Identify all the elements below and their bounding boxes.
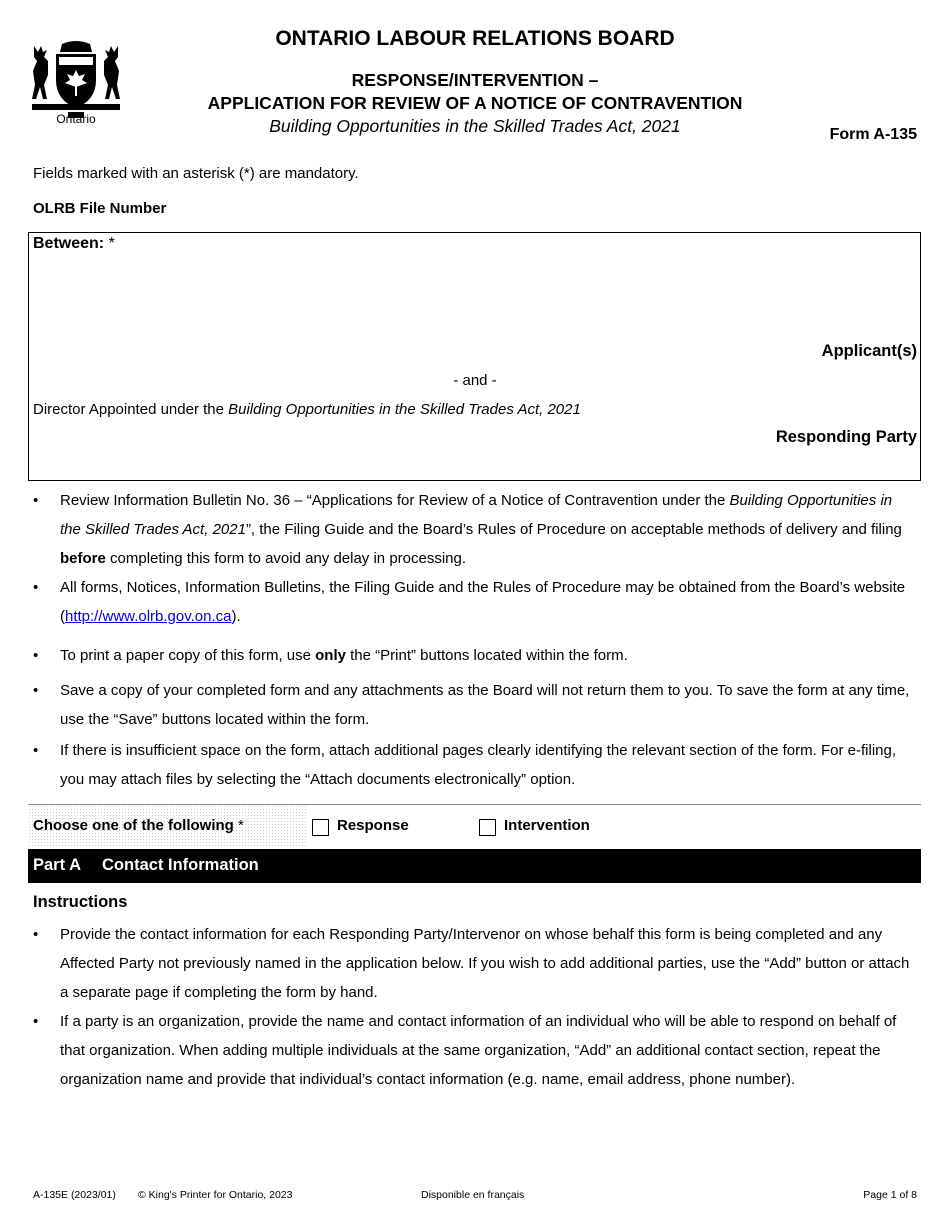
logo-caption: Ontario [56,112,96,126]
list-item: • Provide the contact information for each Responding Party/Intervenor on whose behalf this form is being completed and any Affected Party not previously named in the application below. If you wish to add additional parties, use the “Add” button or attach a separate page if completing the form by hand. [33,926,910,1001]
list-item: • Save a copy of your completed form and any attachments as the Board will not return them to you. To save the form at any time, use the “Save” buttons located within the form. [33,682,910,728]
between-label: Between: * [33,235,115,252]
footer-copyright: © King's Printer for Ontario, 2023 [138,1189,293,1201]
act-title: Building Opportunities in the Skilled Trades Act, 2021 [269,116,681,136]
form-subtitle-line2: APPLICATION FOR REVIEW OF A NOTICE OF CONTRAVENTION [207,93,743,113]
form-number: Form A-135 [829,126,917,143]
list-item: • All forms, Notices, Information Bulletins, the Filing Guide and the Rules of Procedure may be obtained from the Board’s website (http://www.olrb.gov.on.ca). [33,579,906,625]
response-checkbox[interactable] [312,819,329,836]
part-a-title: Contact Information [102,856,259,874]
intervention-checkbox[interactable] [479,819,496,836]
instructions-list [33,920,913,1094]
footer-form-code: A-135E (2023/01) [33,1189,116,1201]
applicant-label: Applicant(s) [821,342,917,360]
and-separator: - and - [453,372,497,389]
information-bullets [33,486,913,794]
list-item: • To print a paper copy of this form, use only the “Print” buttons located within the form. [33,647,628,664]
board-title: ONTARIO LABOUR RELATIONS BOARD [275,27,675,50]
file-number-label: OLRB File Number [33,200,167,217]
mandatory-note: Fields marked with an asterisk (*) are mandatory. [33,165,359,182]
footer-page-number: Page 1 of 8 [863,1189,917,1201]
footer-french: Disponible en français [421,1189,525,1201]
olrb-website-link[interactable]: http://www.olrb.gov.on.ca [65,608,232,625]
intervention-option-label[interactable]: Intervention [504,817,590,834]
part-a-number: Part A [33,856,81,874]
list-item: • If there is insufficient space on the form, attach additional pages clearly identifying the relevant section of the form. For e-filing, you may attach files by selecting the “Attach documents electronically” option. [33,742,897,788]
choose-label: Choose one of the following * [33,817,244,834]
response-option-label[interactable]: Response [337,817,409,834]
director-text: Director Appointed under the Building Opportunities in the Skilled Trades Act, 2021 [33,401,581,418]
responding-party-label: Responding Party [775,428,917,446]
form-subtitle-line1: RESPONSE/INTERVENTION – [351,70,599,90]
instructions-heading: Instructions [33,893,128,911]
list-item: • If a party is an organization, provide the name and contact information of an individual who will be able to respond on behalf of that organization. When adding multiple individuals at the same organization, “Add” an additional contact section, repeat the organization name and provide that individual’s contact information (e.g. name, email address, phone number). [33,1013,897,1088]
list-item: • Review Information Bulletin No. 36 – “Applications for Review of a Notice of Contravention under the Building Opportunities in the Skilled Trades Act, 2021”, the Filing Guide and the Board’s Rules of Procedure on acceptable methods of delivery and filing before completing this form to avoid any delay in processing. [33,492,902,567]
